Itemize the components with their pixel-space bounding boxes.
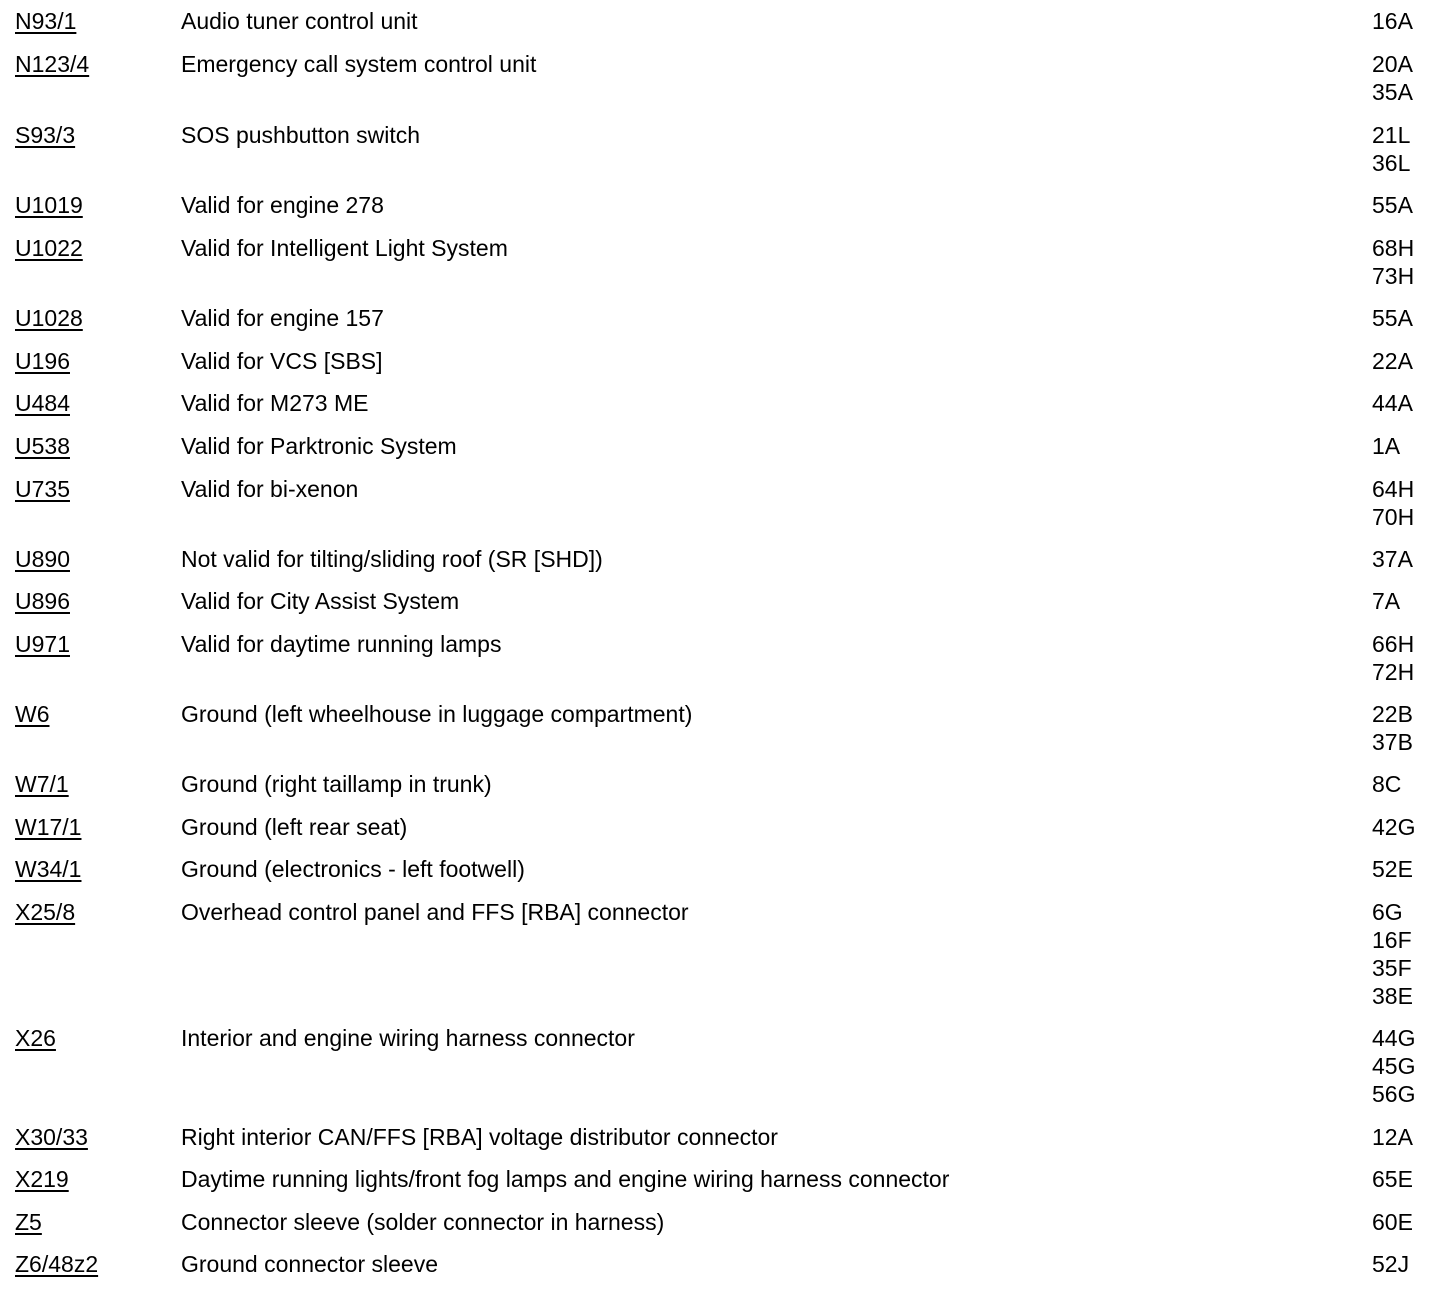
grid-reference: 16F [1372,927,1412,953]
grid-reference: 21L [1372,122,1411,148]
component-description: Ground (right taillamp in trunk) [181,771,492,797]
grid-reference: 12A [1372,1124,1413,1150]
grid-reference-list [1372,545,1432,573]
component-description: Daytime running lights/front fog lamps and engine wiring harness connector [181,1166,950,1192]
grid-reference: 44A [1372,390,1413,416]
grid-reference: 16A [1372,8,1413,34]
grid-reference-list [1372,234,1432,290]
component-description: Valid for M273 ME [181,390,369,416]
component-description: Interior and engine wiring harness connector [181,1025,635,1051]
component-code-link[interactable]: U538 [15,433,70,459]
grid-reference: 73H [1372,263,1415,289]
grid-reference: 35A [1372,79,1413,105]
component-description: Emergency call system control unit [181,51,537,77]
component-code-link[interactable]: U1028 [15,305,83,331]
grid-reference-list [1372,121,1432,177]
grid-reference: 52J [1372,1251,1410,1277]
grid-reference-list [1372,855,1432,883]
grid-reference-list [1372,7,1432,35]
grid-reference-list [1372,1208,1432,1236]
component-code-link[interactable]: Z6/48z2 [15,1251,99,1277]
component-code-link[interactable]: U196 [15,348,70,374]
component-code-link[interactable]: X30/33 [15,1124,88,1150]
component-description: SOS pushbutton switch [181,122,421,148]
grid-reference: 6G [1372,899,1403,925]
component-code-link[interactable]: X25/8 [15,899,76,925]
component-code-link[interactable]: U1022 [15,235,83,261]
component-code-link[interactable]: U890 [15,546,70,572]
grid-reference: 36L [1372,150,1411,176]
component-description: Valid for bi-xenon [181,476,359,502]
grid-reference: 45G [1372,1053,1416,1079]
component-description: Valid for City Assist System [181,588,460,614]
grid-reference: 66H [1372,631,1415,657]
grid-reference: 20A [1372,51,1413,77]
component-description: Ground connector sleeve [181,1251,438,1277]
grid-reference: 38E [1372,983,1413,1009]
grid-reference: 22A [1372,348,1413,374]
grid-reference: 7A [1372,588,1401,614]
grid-reference-list [1372,475,1432,531]
grid-reference: 37B [1372,729,1413,755]
grid-reference: 72H [1372,659,1415,685]
grid-reference-list [1372,304,1432,332]
component-code-link[interactable]: X26 [15,1025,56,1051]
component-code-link[interactable]: N123/4 [15,51,90,77]
component-description: Not valid for tilting/sliding roof (SR [SHD]) [181,546,603,572]
grid-reference-list [1372,50,1432,106]
grid-reference-list [1372,1250,1432,1278]
component-code-link[interactable]: W7/1 [15,771,69,797]
component-description: Overhead control panel and FFS [RBA] connector [181,899,689,925]
component-description: Valid for Intelligent Light System [181,235,508,261]
component-code-link[interactable]: S93/3 [15,122,76,148]
component-description: Ground (left rear seat) [181,814,408,840]
grid-reference-list [1372,898,1432,1010]
component-code-link[interactable]: X219 [15,1166,69,1192]
grid-reference: 64H [1372,476,1415,502]
grid-reference: 60E [1372,1209,1413,1235]
component-description: Connector sleeve (solder connector in harness) [181,1209,665,1235]
grid-reference-list [1372,1123,1432,1151]
grid-reference-list [1372,587,1432,615]
component-description: Audio tuner control unit [181,8,418,34]
grid-reference: 68H [1372,235,1415,261]
grid-reference-list [1372,432,1432,460]
grid-reference: 55A [1372,305,1413,331]
component-code-link[interactable]: W6 [15,701,50,727]
grid-reference: 55A [1372,192,1413,218]
grid-reference: 56G [1372,1081,1416,1107]
component-code-link[interactable]: W17/1 [15,814,82,840]
component-code-link[interactable]: N93/1 [15,8,77,34]
component-description: Valid for Parktronic System [181,433,457,459]
component-description: Valid for engine 157 [181,305,384,331]
component-code-link[interactable]: U1019 [15,192,83,218]
grid-reference-list [1372,347,1432,375]
component-code-link[interactable]: Z5 [15,1209,42,1235]
component-description: Ground (electronics - left footwell) [181,856,525,882]
component-description: Valid for daytime running lamps [181,631,502,657]
grid-reference-list [1372,389,1432,417]
grid-reference: 65E [1372,1166,1413,1192]
grid-reference: 8C [1372,771,1402,797]
grid-reference: 22B [1372,701,1413,727]
grid-reference: 52E [1372,856,1413,882]
grid-reference: 70H [1372,504,1415,530]
component-description: Ground (left wheelhouse in luggage compartment) [181,701,693,727]
grid-reference: 44G [1372,1025,1416,1051]
grid-reference-list [1372,1024,1432,1108]
component-code-link[interactable]: W34/1 [15,856,82,882]
grid-reference: 1A [1372,433,1401,459]
grid-reference-list [1372,191,1432,219]
grid-reference: 37A [1372,546,1413,572]
component-description: Valid for engine 278 [181,192,384,218]
component-code-link[interactable]: U735 [15,476,70,502]
component-code-link[interactable]: U971 [15,631,70,657]
component-description: Valid for VCS [SBS] [181,348,383,374]
component-code-link[interactable]: U484 [15,390,70,416]
grid-reference: 42G [1372,814,1416,840]
grid-reference-list [1372,770,1432,798]
grid-reference-list [1372,813,1432,841]
grid-reference: 35F [1372,955,1412,981]
grid-reference-list [1372,700,1432,756]
grid-reference-list [1372,630,1432,686]
component-description: Right interior CAN/FFS [RBA] voltage distributor connector [181,1124,778,1150]
grid-reference-list [1372,1165,1432,1193]
component-code-link[interactable]: U896 [15,588,70,614]
